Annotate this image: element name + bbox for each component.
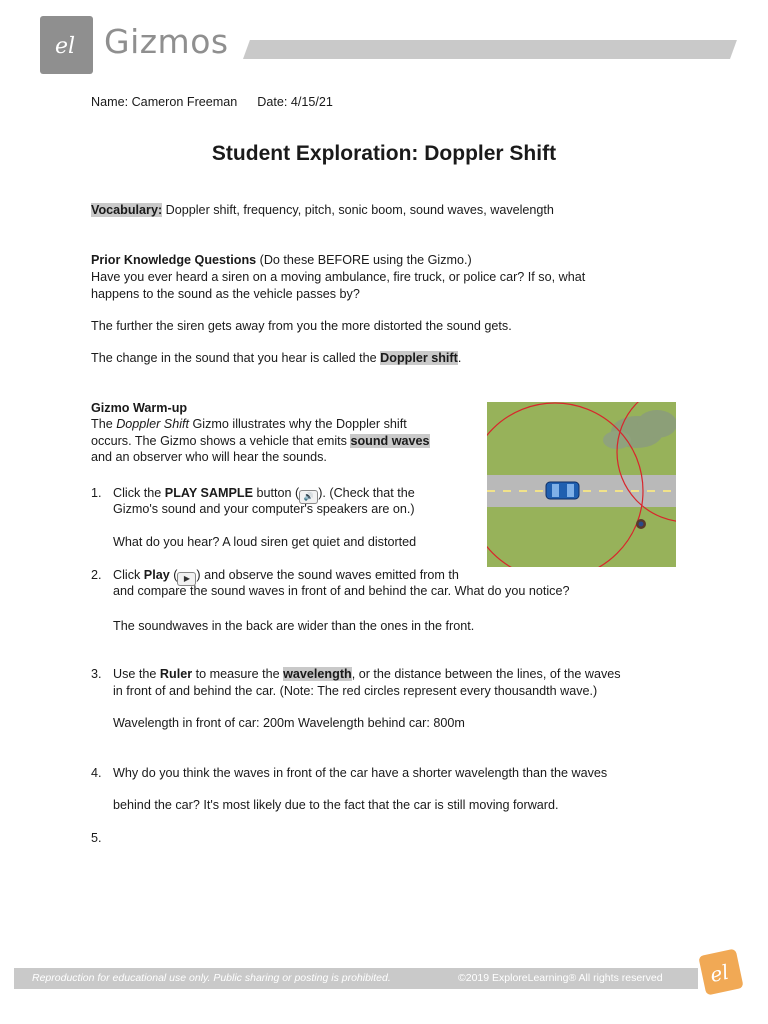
q3-prefix: Use the [113,667,160,681]
doppler-shift-line [91,350,461,366]
q2-answer: The soundwaves in the back are wider than the ones in the front. [113,619,475,633]
el-badge-icon [703,954,739,990]
brand-name: Gizmos [104,22,229,61]
prior-question-line1: Have you ever heard a siren on a moving ambulance, fire truck, or police car? If so, what [91,270,586,284]
footer-disclaimer: Reproduction for educational use only. Public sharing or posting is prohibited. [32,972,391,984]
change-suffix: . [457,351,462,365]
gizmo-simulation-image [487,402,676,567]
q2-prefix: Click [113,568,144,582]
q3-line2: in front of and behind the car. (Note: The red circles represent every thousandth wave.) [113,684,598,698]
vocabulary-label: Vocabulary: [91,203,163,217]
doppler-shift-term: Doppler shift [380,351,458,365]
svg-text:el: el [54,34,75,59]
vocabulary-terms: Doppler shift, frequency, pitch, sonic boom, sound waves, wavelength [162,203,554,217]
warmup-line3: and an observer who will hear the sounds. [91,450,327,464]
q4-line1: Why do you think the waves in front of the car have a shorter wavelength than the waves [113,766,608,780]
q2-mid: ( [169,568,178,582]
q3-mid: to measure the [192,667,284,681]
prior-question-line2: happens to the sound as the vehicle passes by? [91,287,360,301]
speaker-icon: 🔊 [299,490,318,504]
change-prefix: The change in the sound that you hear is called the [91,351,381,365]
play-label: Play [143,568,170,582]
q3-suffix: , or the distance between the lines, of the waves [351,667,621,681]
q1-number: 1. [91,486,102,500]
prior-knowledge-note: (Do these BEFORE using the Gizmo.) [256,253,472,267]
q1-line2: Gizmo's sound and your computer's speakers are on.) [113,502,415,516]
q1-prefix: Click the [113,486,165,500]
q1-mid: button ( [252,486,300,500]
warmup-line2-prefix: occurs. The Gizmo shows a vehicle that emits [91,434,351,448]
vocabulary-line [91,202,554,218]
doppler-scene [487,402,676,567]
footer-copyright: ©2019 ExploreLearning® All rights reserved [458,972,663,984]
play-icon: ▶ [177,572,196,586]
svg-text:el: el [707,959,731,988]
prior-knowledge-title: Prior Knowledge Questions [91,253,257,267]
warmup-title: Gizmo Warm-up [91,401,188,415]
date: Date: 4/15/21 [257,95,333,109]
q2-line2: and compare the sound waves in front of and behind the car. What do you notice? [113,584,570,598]
warmup-line2 [91,433,430,449]
q4-answer: behind the car? It's most likely due to the fact that the car is still moving forward. [113,798,559,812]
q1-suffix: ). (Check that the [318,486,415,500]
el-logo-icon [52,30,82,60]
q5-number: 5. [91,831,102,845]
warmup-line1-rest: Gizmo illustrates why the Doppler shift [189,417,407,431]
gizmo-name: Doppler Shift [116,417,190,431]
student-name: Name: Cameron Freeman [91,95,238,109]
q1-answer: What do you hear? A loud siren get quiet and distorted [113,535,417,549]
warmup-the: The [91,417,117,431]
q2-suffix: ) and observe the sound waves emitted from th [196,568,459,582]
sound-waves-term: sound waves [350,434,430,448]
ruler-label: Ruler [159,667,193,681]
wavelength-term: wavelength [283,667,352,681]
prior-knowledge-heading [91,252,472,268]
el-logo [40,16,93,74]
q2-number: 2. [91,568,102,582]
page-title: Student Exploration: Doppler Shift [211,142,557,165]
q3-number: 3. [91,667,102,681]
warmup-heading [91,400,187,416]
q3-answer: Wavelength in front of car: 200m Wavelength behind car: 800m [113,716,465,730]
q3-line1 [113,666,621,682]
header-bar [243,40,737,59]
name-date-line [91,94,333,110]
play-sample-label: PLAY SAMPLE [164,486,253,500]
prior-answer: The further the siren gets away from you the more distorted the sound gets. [91,319,512,333]
q4-number: 4. [91,766,102,780]
el-badge [698,948,743,995]
warmup-line1 [91,416,407,432]
